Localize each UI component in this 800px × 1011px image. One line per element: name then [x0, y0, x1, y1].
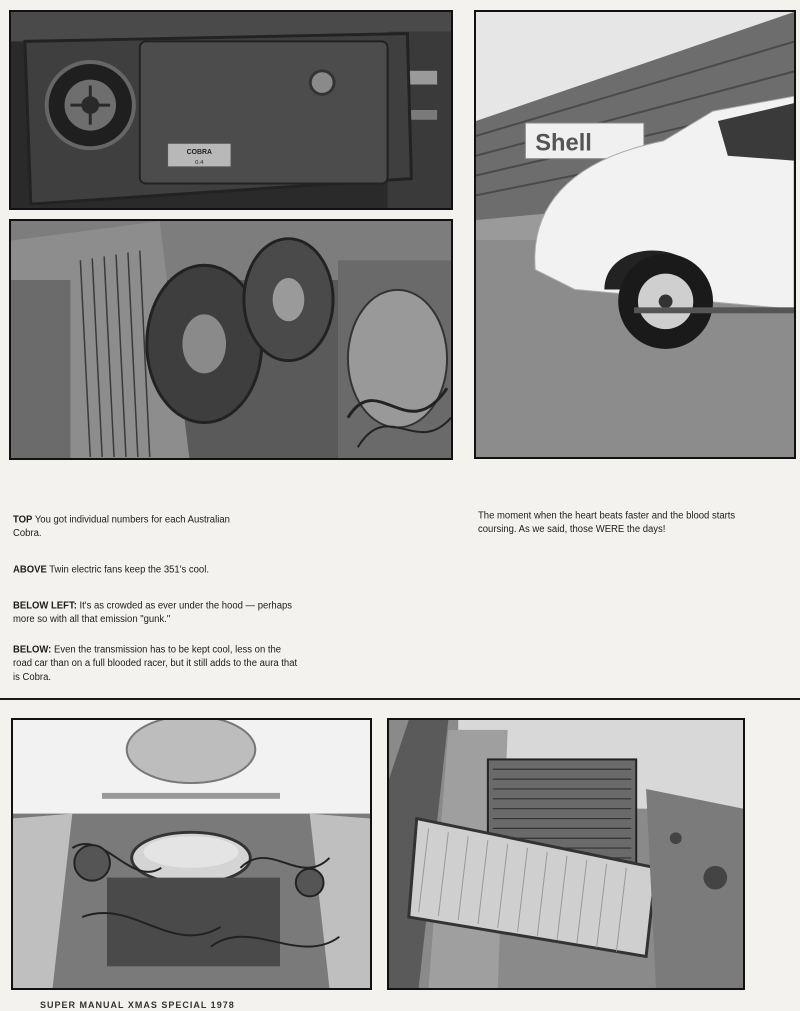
- caption-below-keyword: BELOW:: [13, 644, 52, 656]
- photo-car-dragstrip: [474, 10, 796, 459]
- photo-twin-fans: [9, 219, 453, 460]
- caption-above-text: Twin electric fans keep the 351's cool.: [49, 564, 209, 576]
- caption-top: [13, 513, 253, 540]
- page-footer: SUPER MANUAL XMAS SPECIAL 1978: [40, 1000, 235, 1010]
- photo-glovebox-badge: [9, 10, 453, 210]
- caption-dragstrip-text: The moment when the heart beats faster and the blood starts coursing. As we said, those WERE the days!: [478, 510, 736, 536]
- caption-below: [13, 643, 298, 684]
- caption-above-keyword: ABOVE: [13, 564, 47, 576]
- caption-top-text: You got individual numbers for each Australian Cobra.: [13, 514, 230, 540]
- caption-below-left: [13, 599, 313, 626]
- photo-transmission-cooler: [387, 718, 745, 990]
- cobra-badge-text: COBRA: [186, 149, 212, 157]
- caption-below-text: Even the transmission has to be kept cool, less on the road car than on a full blooded racer, but it still adds to the aura that is Cobra.: [13, 644, 298, 683]
- photo-engine-bay: [11, 718, 372, 990]
- cobra-badge-number: 0.4: [195, 159, 204, 166]
- caption-below-left-text: It's as crowded as ever under the hood — perhaps more so with all that emission "gunk.": [13, 600, 293, 626]
- caption-below-left-keyword: BELOW LEFT:: [13, 600, 77, 612]
- shell-sign-text: Shell: [535, 130, 592, 157]
- caption-above: [13, 563, 273, 577]
- caption-dragstrip: [478, 509, 748, 536]
- section-divider: [0, 698, 800, 700]
- caption-top-keyword: TOP: [13, 514, 33, 526]
